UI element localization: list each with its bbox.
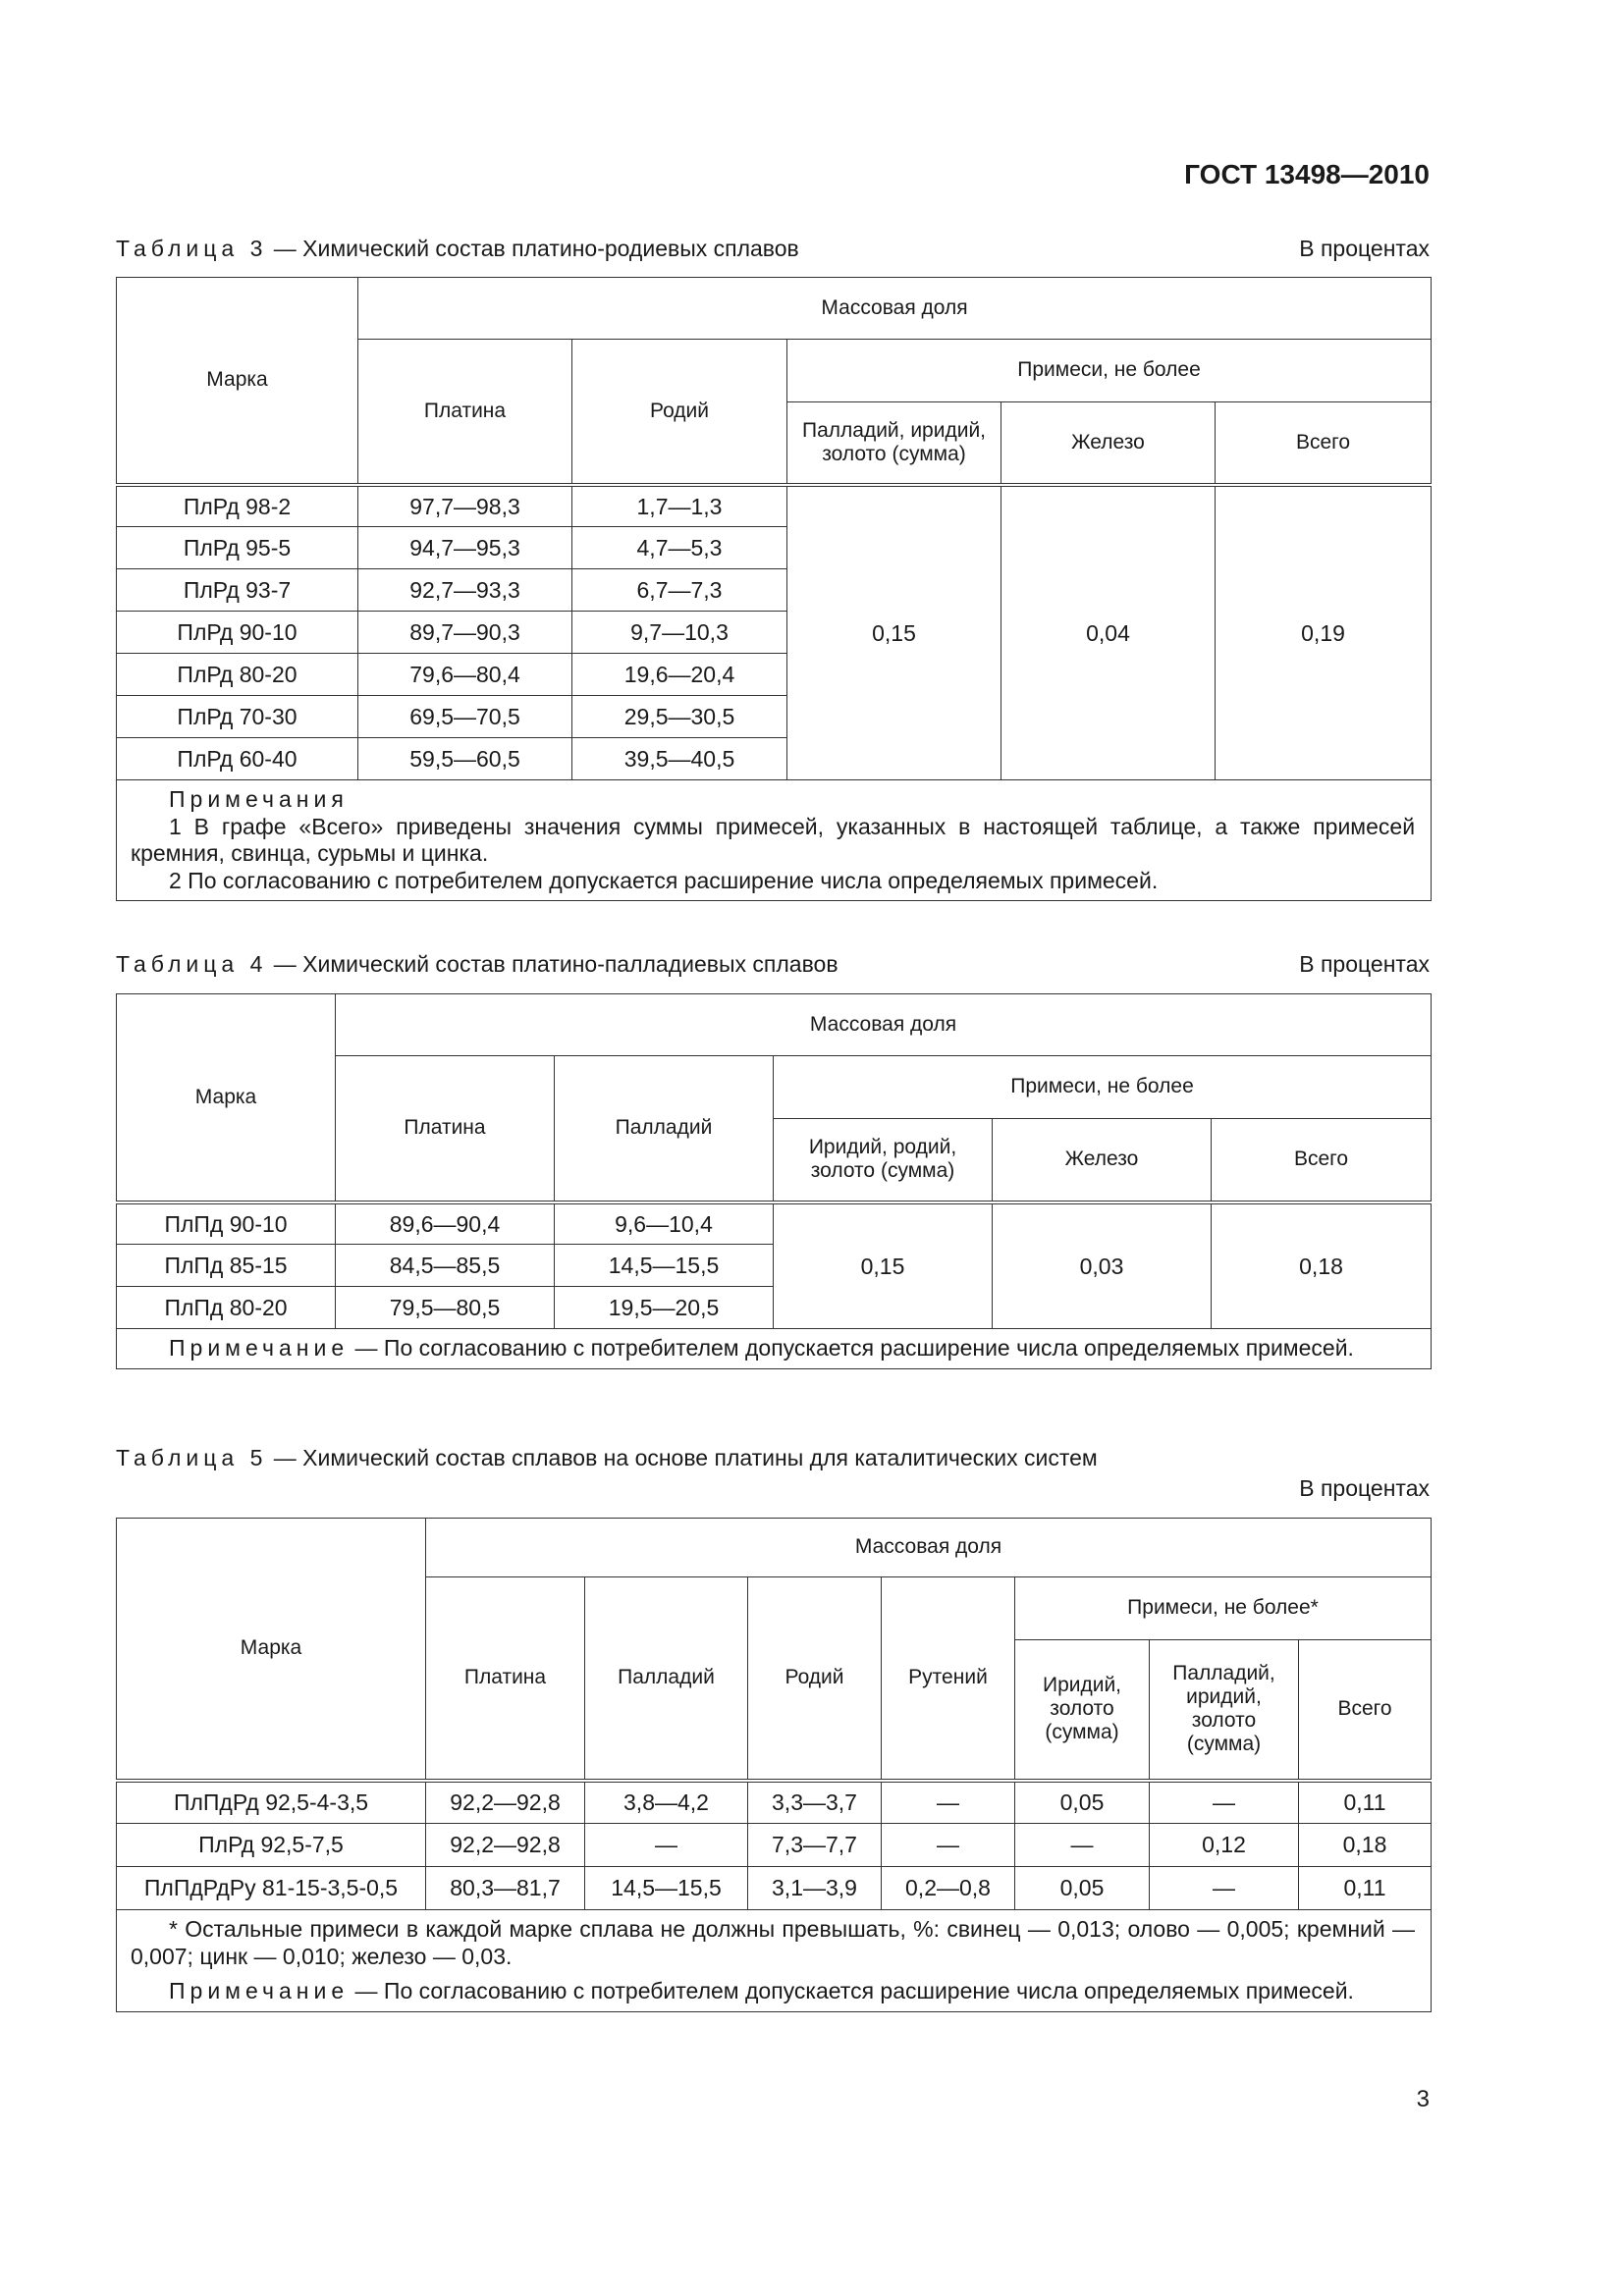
table4-cell-platinum: 89,6—90,4	[336, 1202, 555, 1245]
table5-header-impurities: Примеси, не более*	[1015, 1577, 1432, 1640]
table4-cell-total: 0,18	[1212, 1202, 1432, 1329]
table3-notes	[117, 780, 1432, 901]
table4-notes-text: — По согласованию с потребителем допускается расширение числа определяемых примесей.	[349, 1335, 1354, 1361]
table5-cell-mark: ПлПдРдРу 81-15-3,5-0,5	[117, 1867, 426, 1910]
table3-cell-mark: ПлРд 98-2	[117, 485, 358, 527]
table4-cell-platinum: 84,5—85,5	[336, 1245, 555, 1287]
table3-cell-platinum: 79,6—80,4	[358, 654, 572, 696]
table4-header-impurities: Примеси, не более	[774, 1056, 1432, 1119]
table-row	[117, 1202, 1432, 1245]
table4-caption-title: — Химический состав платино-палладиевых сплавов	[267, 951, 839, 977]
table4-header-palladium: Палладий	[555, 1056, 774, 1202]
table5-header-mark: Марка	[117, 1519, 426, 1781]
table4-header-platinum: Платина	[336, 1056, 555, 1202]
table-row	[117, 1781, 1432, 1824]
table5-header-imp-ir-au: Иридий, золото (сумма)	[1015, 1640, 1150, 1781]
table3-header-platinum: Платина	[358, 340, 572, 485]
table3-cell-mark: ПлРд 93-7	[117, 569, 358, 612]
table5-footnote: * Остальные примеси в каждой марке сплава не должны превышать, %: свинец — 0,013; олово — 0,005; кремний — 0,007; цинк — 0,010; железо — 0,03.	[131, 1916, 1416, 1969]
table5-cell-imp-ir-au: 0,05	[1015, 1781, 1150, 1824]
table3-cell-mark: ПлРд 90-10	[117, 612, 358, 654]
table5-header-rhodium: Родий	[748, 1577, 882, 1781]
table4-units: В процентах	[1299, 951, 1430, 977]
table3-cell-platinum: 89,7—90,3	[358, 612, 572, 654]
table3-cell-mark: ПлРд 80-20	[117, 654, 358, 696]
table3-cell-rhodium: 1,7—1,3	[572, 485, 787, 527]
table5-cell-palladium: —	[585, 1824, 748, 1867]
table5-cell-palladium: 3,8—4,2	[585, 1781, 748, 1824]
table5-caption-prefix: Таблица 5	[116, 1445, 268, 1470]
table4-notes-label: Примечание	[169, 1335, 350, 1361]
table5-cell-palladium: 14,5—15,5	[585, 1867, 748, 1910]
table-row	[117, 1824, 1432, 1867]
table4-cell-iron: 0,03	[993, 1202, 1212, 1329]
table4-cell-imp-sum: 0,15	[774, 1202, 993, 1329]
table4-cell-platinum: 79,5—80,5	[336, 1287, 555, 1329]
table5-header-imp-pd-ir-au: Палладий, иридий, золото (сумма)	[1150, 1640, 1299, 1781]
table5	[116, 1518, 1432, 2012]
table5-notes	[117, 1910, 1432, 2012]
table5-cell-mark: ПлПдРд 92,5-4-3,5	[117, 1781, 426, 1824]
table5-cell-rhodium: 7,3—7,7	[748, 1824, 882, 1867]
table3-header-rhodium: Родий	[572, 340, 787, 485]
table3-cell-rhodium: 6,7—7,3	[572, 569, 787, 612]
table5-cell-platinum: 92,2—92,8	[426, 1781, 585, 1824]
table3-cell-total: 0,19	[1216, 485, 1432, 780]
table4-caption-prefix: Таблица 4	[116, 951, 268, 977]
table5-cell-rhodium: 3,3—3,7	[748, 1781, 882, 1824]
table3-cell-mark: ПлРд 70-30	[117, 696, 358, 738]
table3-cell-rhodium: 4,7—5,3	[572, 527, 787, 569]
table3-notes-title: Примечания	[169, 786, 349, 812]
table5-notes-label: Примечание	[169, 1978, 350, 2004]
table4-cell-palladium: 19,5—20,5	[555, 1287, 774, 1329]
table4-header-imp-sum: Иридий, родий, золото (сумма)	[774, 1119, 993, 1202]
table4-notes	[117, 1329, 1432, 1369]
table3-cell-iron: 0,04	[1001, 485, 1216, 780]
table5-cell-imp-pd-ir-au: —	[1150, 1867, 1299, 1910]
table3-cell-platinum: 97,7—98,3	[358, 485, 572, 527]
table3-units: В процентах	[1299, 236, 1430, 261]
table5-cell-rhodium: 3,1—3,9	[748, 1867, 882, 1910]
table4-header-iron: Железо	[993, 1119, 1212, 1202]
table3-cell-imp-sum: 0,15	[787, 485, 1001, 780]
table4-caption	[116, 951, 1430, 978]
table4-header-mass: Массовая доля	[336, 994, 1432, 1056]
table3-cell-rhodium: 39,5—40,5	[572, 738, 787, 780]
table5-header-mass: Массовая доля	[426, 1519, 1432, 1577]
table5-cell-ruthenium: —	[882, 1781, 1015, 1824]
table3-header-total: Всего	[1216, 402, 1432, 485]
table3-note-1: 1 В графе «Всего» приведены значения суммы примесей, указанных в настоящей таблице, а также примесей кремния, свинца, сурьмы и цинка.	[131, 813, 1416, 867]
table3-caption-prefix: Таблица 3	[116, 236, 268, 261]
table5-cell-total: 0,11	[1299, 1781, 1432, 1824]
table5-units: В процентах	[1299, 1475, 1430, 1501]
table5-cell-imp-ir-au: —	[1015, 1824, 1150, 1867]
table3-caption	[116, 236, 1430, 262]
table3-header-iron: Железо	[1001, 402, 1216, 485]
table4-cell-mark: ПлПд 80-20	[117, 1287, 336, 1329]
table3-cell-platinum: 69,5—70,5	[358, 696, 572, 738]
table4-cell-mark: ПлПд 90-10	[117, 1202, 336, 1245]
table3-cell-platinum: 94,7—95,3	[358, 527, 572, 569]
table-row	[117, 485, 1432, 527]
table4	[116, 993, 1432, 1369]
table3-cell-rhodium: 19,6—20,4	[572, 654, 787, 696]
table3-cell-rhodium: 9,7—10,3	[572, 612, 787, 654]
table5-cell-imp-pd-ir-au: 0,12	[1150, 1824, 1299, 1867]
table5-cell-imp-ir-au: 0,05	[1015, 1867, 1150, 1910]
table-row	[117, 1867, 1432, 1910]
table5-notes-text: — По согласованию с потребителем допускается расширение числа определяемых примесей.	[349, 1978, 1354, 2004]
table5-caption-title: — Химический состав сплавов на основе платины для каталитических систем	[267, 1445, 1098, 1470]
table5-header-platinum: Платина	[426, 1577, 585, 1781]
table4-header-total: Всего	[1212, 1119, 1432, 1202]
table3	[116, 277, 1432, 901]
table3-header-mark: Марка	[117, 278, 358, 485]
table5-cell-imp-pd-ir-au: —	[1150, 1781, 1299, 1824]
table3-header-mass: Массовая доля	[358, 278, 1432, 340]
table5-cell-platinum: 80,3—81,7	[426, 1867, 585, 1910]
table5-header-palladium: Палладий	[585, 1577, 748, 1781]
table3-cell-platinum: 59,5—60,5	[358, 738, 572, 780]
table3-cell-rhodium: 29,5—30,5	[572, 696, 787, 738]
table3-caption-title: — Химический состав платино-родиевых сплавов	[267, 236, 799, 261]
table3-cell-mark: ПлРд 60-40	[117, 738, 358, 780]
table5-cell-mark: ПлРд 92,5-7,5	[117, 1824, 426, 1867]
table5-cell-ruthenium: —	[882, 1824, 1015, 1867]
table5-caption	[116, 1445, 1430, 1471]
table3-header-impurities: Примеси, не более	[787, 340, 1432, 402]
table4-cell-palladium: 9,6—10,4	[555, 1202, 774, 1245]
table4-header-mark: Марка	[117, 994, 336, 1202]
table3-cell-platinum: 92,7—93,3	[358, 569, 572, 612]
table4-cell-palladium: 14,5—15,5	[555, 1245, 774, 1287]
table5-cell-total: 0,18	[1299, 1824, 1432, 1867]
table5-cell-ruthenium: 0,2—0,8	[882, 1867, 1015, 1910]
document-code: ГОСТ 13498—2010	[1184, 159, 1430, 189]
table5-header-total: Всего	[1299, 1640, 1432, 1781]
page-number: 3	[1416, 2086, 1430, 2112]
table5-header-ruthenium: Рутений	[882, 1577, 1015, 1781]
table3-note-2: 2 По согласованию с потребителем допускается расширение числа определяемых примесей.	[169, 867, 1159, 893]
table5-cell-platinum: 92,2—92,8	[426, 1824, 585, 1867]
table4-cell-mark: ПлПд 85-15	[117, 1245, 336, 1287]
table3-cell-mark: ПлРд 95-5	[117, 527, 358, 569]
table5-cell-total: 0,11	[1299, 1867, 1432, 1910]
table3-header-imp-sum: Палладий, иридий, золото (сумма)	[787, 402, 1001, 485]
